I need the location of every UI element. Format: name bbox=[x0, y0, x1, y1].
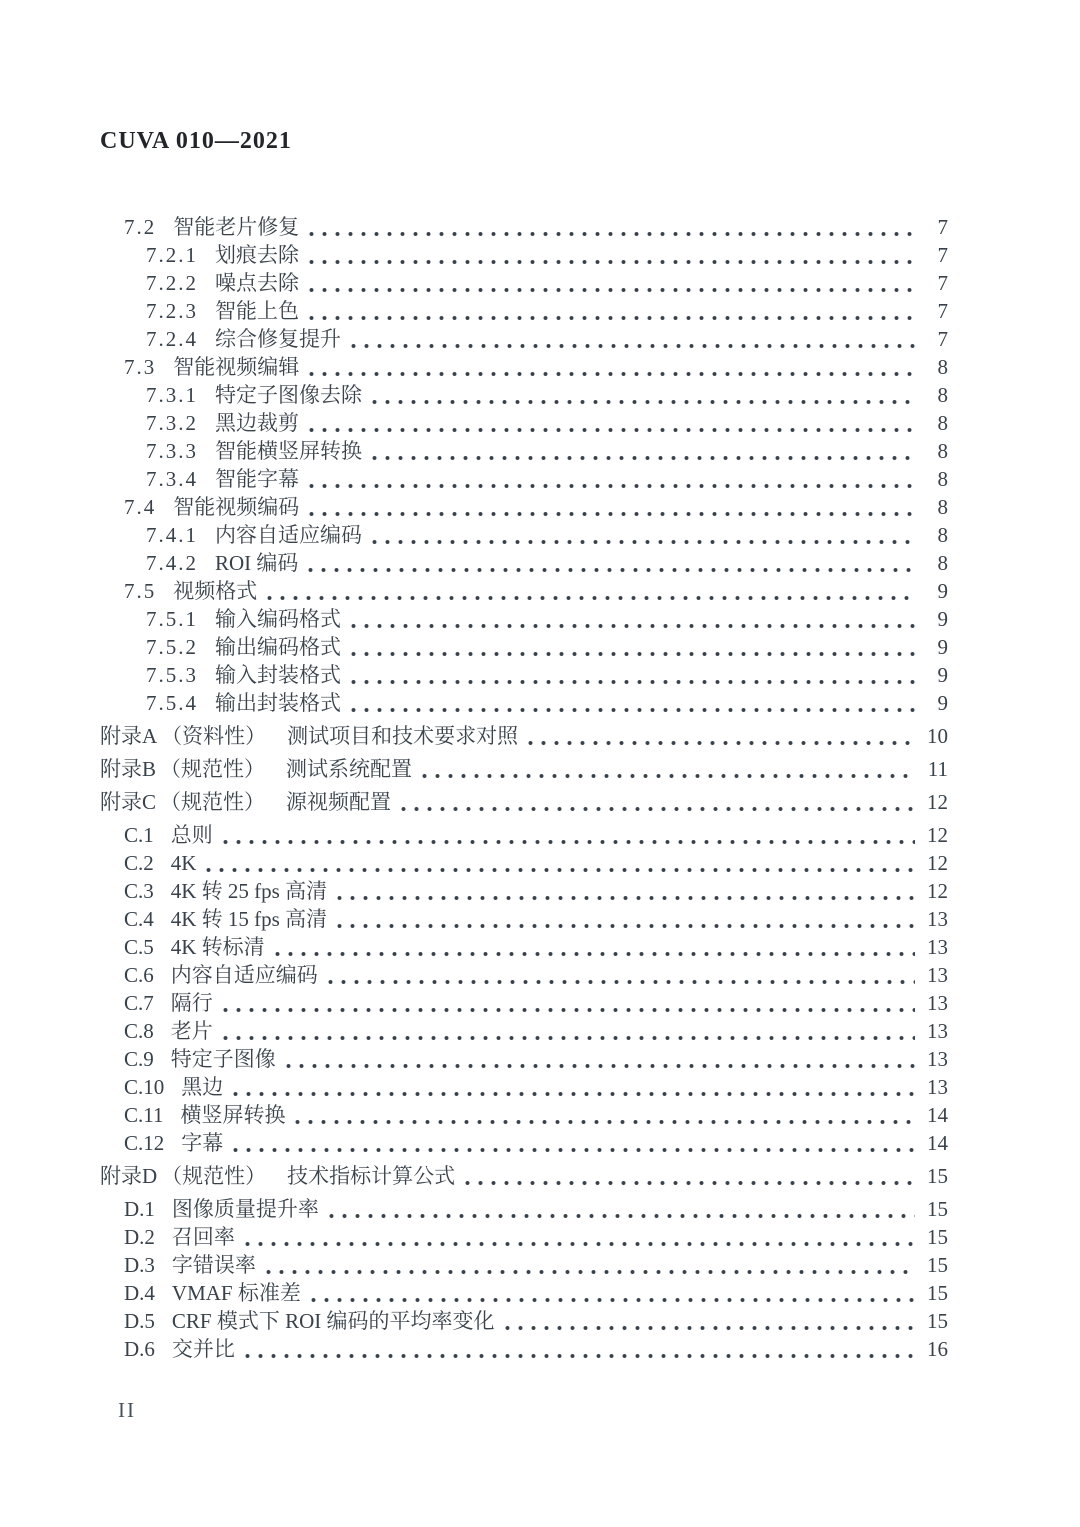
dot-leader bbox=[372, 539, 915, 545]
toc-entry-page: 8 bbox=[937, 439, 948, 463]
toc-entry bbox=[100, 269, 948, 297]
toc-entry-number: C.12 bbox=[124, 1131, 165, 1155]
dot-leader bbox=[309, 483, 915, 489]
toc-entry-number: 7.3 bbox=[124, 355, 157, 379]
toc-entry-page: 8 bbox=[937, 355, 948, 379]
toc-entry-number: 附录B bbox=[100, 757, 157, 781]
toc-entry-number: C.3 bbox=[124, 879, 154, 903]
toc-entry bbox=[100, 1307, 948, 1335]
toc-entry-page: 9 bbox=[937, 607, 948, 631]
toc-entry bbox=[100, 1251, 948, 1279]
toc-entry bbox=[100, 1162, 948, 1190]
toc-entry-page: 11 bbox=[927, 757, 948, 781]
toc-entry-number: 7.2 bbox=[124, 215, 157, 239]
toc-entry-number: C.11 bbox=[124, 1103, 164, 1127]
toc-entry-number: D.3 bbox=[124, 1253, 155, 1277]
toc-entry-title: 视频格式 bbox=[173, 579, 258, 603]
toc-entry-qualifier: （规范性） bbox=[160, 757, 266, 781]
toc-entry-number: 附录D bbox=[100, 1164, 158, 1188]
toc-entry-number: 7.2.4 bbox=[146, 327, 198, 351]
toc-entry-page: 9 bbox=[937, 663, 948, 687]
dot-leader bbox=[223, 1035, 915, 1041]
toc-entry-page: 13 bbox=[927, 1047, 948, 1071]
toc-entry-number: D.1 bbox=[124, 1197, 155, 1221]
toc-entry-page: 8 bbox=[937, 523, 948, 547]
toc-entry bbox=[100, 877, 948, 905]
dot-leader bbox=[372, 455, 915, 461]
dot-leader bbox=[275, 951, 915, 957]
toc-entry-page: 7 bbox=[937, 243, 948, 267]
toc-entry-number: C.5 bbox=[124, 935, 154, 959]
dot-leader bbox=[309, 427, 915, 433]
dot-leader bbox=[528, 740, 915, 746]
toc-entry-qualifier: （资料性） bbox=[161, 724, 267, 748]
dot-leader bbox=[351, 343, 915, 349]
toc-entry bbox=[100, 849, 948, 877]
toc-entry-number: 7.5.3 bbox=[146, 663, 198, 687]
toc-entry-title: 4K bbox=[170, 851, 197, 875]
toc-entry bbox=[100, 961, 948, 989]
toc-entry-title: 图像质量提升率 bbox=[171, 1197, 319, 1221]
toc-entry-page: 15 bbox=[927, 1253, 948, 1277]
dot-leader bbox=[245, 1353, 915, 1359]
toc-entry bbox=[100, 821, 948, 849]
dot-leader bbox=[233, 1091, 915, 1097]
toc-entry-title: 智能横竖屏转换 bbox=[215, 439, 362, 463]
dot-leader bbox=[505, 1325, 915, 1331]
toc-entry bbox=[100, 353, 948, 381]
toc-entry bbox=[100, 1101, 948, 1129]
toc-entry-page: 8 bbox=[937, 495, 948, 519]
toc-entry bbox=[100, 325, 948, 353]
toc-entry-title: 测试项目和技术要求对照 bbox=[287, 724, 519, 748]
toc-entry-title: 智能视频编码 bbox=[173, 495, 300, 519]
toc-entry bbox=[100, 437, 948, 465]
toc-entry bbox=[100, 788, 948, 816]
toc-entry-page: 14 bbox=[927, 1103, 948, 1127]
toc-entry-title: 4K 转 15 fps 高清 bbox=[170, 907, 328, 931]
toc-entry-number: 7.4.1 bbox=[146, 523, 198, 547]
toc-entry-page: 10 bbox=[927, 724, 948, 748]
toc-entry-number: 7.5.4 bbox=[146, 691, 198, 715]
toc-entry bbox=[100, 493, 948, 521]
toc-entry-title: 输出编码格式 bbox=[215, 635, 341, 659]
toc-entry-page: 9 bbox=[937, 635, 948, 659]
toc-entry-number: D.2 bbox=[124, 1225, 155, 1249]
dot-leader bbox=[267, 595, 915, 601]
dot-leader bbox=[309, 371, 915, 377]
toc-entry-title: 噪点去除 bbox=[215, 271, 299, 295]
dot-leader bbox=[328, 979, 915, 985]
toc-entry-title: 内容自适应编码 bbox=[170, 963, 318, 987]
toc-entry-number: C.4 bbox=[124, 907, 154, 931]
toc-entry-title: 综合修复提升 bbox=[215, 327, 341, 351]
toc-entry-page: 7 bbox=[937, 327, 948, 351]
toc-entry bbox=[100, 1223, 948, 1251]
toc-entry-number: C.10 bbox=[124, 1075, 165, 1099]
toc-entry-number: 7.2.3 bbox=[146, 299, 198, 323]
toc-entry bbox=[100, 689, 948, 717]
toc-entry bbox=[100, 633, 948, 661]
toc-entry bbox=[100, 605, 948, 633]
toc-entry-page: 9 bbox=[937, 579, 948, 603]
dot-leader bbox=[329, 1213, 915, 1219]
toc-entry-number: 7.4.2 bbox=[146, 551, 198, 575]
toc-entry bbox=[100, 297, 948, 325]
toc-entry-number: D.6 bbox=[124, 1337, 155, 1361]
toc-entry-number: 7.5.2 bbox=[146, 635, 198, 659]
toc-entry bbox=[100, 241, 948, 269]
dot-leader bbox=[422, 773, 915, 779]
toc-entry-page: 16 bbox=[927, 1337, 948, 1361]
toc-entry-number: C.2 bbox=[124, 851, 154, 875]
toc-entry-number: 7.3.1 bbox=[146, 383, 198, 407]
toc-entry bbox=[100, 661, 948, 689]
toc-entry-title: 总则 bbox=[170, 823, 213, 847]
toc-entry-title: VMAF 标准差 bbox=[171, 1281, 301, 1305]
toc-entry-title: 字错误率 bbox=[171, 1253, 256, 1277]
toc-entry-page: 15 bbox=[927, 1281, 948, 1305]
toc-entry bbox=[100, 1017, 948, 1045]
toc-entry-number: 附录A bbox=[100, 724, 158, 748]
toc-entry-number: 7.2.1 bbox=[146, 243, 198, 267]
toc-entry-page: 7 bbox=[937, 271, 948, 295]
dot-leader bbox=[286, 1063, 915, 1069]
toc-entry-number: 7.3.3 bbox=[146, 439, 198, 463]
toc-entry-title: 划痕去除 bbox=[215, 243, 299, 267]
toc-entry-number: C.7 bbox=[124, 991, 154, 1015]
toc-entry-page: 12 bbox=[927, 851, 948, 875]
toc-entry-qualifier: （规范性） bbox=[160, 790, 266, 814]
toc-entry-page: 15 bbox=[927, 1309, 948, 1333]
dot-leader bbox=[311, 1297, 915, 1303]
toc-entry-title: 智能老片修复 bbox=[173, 215, 300, 239]
toc-entry-title: ROI 编码 bbox=[215, 551, 299, 575]
toc-entry-number: 7.3.2 bbox=[146, 411, 198, 435]
toc-entry-page: 15 bbox=[927, 1225, 948, 1249]
toc-entry-page: 13 bbox=[927, 991, 948, 1015]
toc-entry-page: 8 bbox=[937, 411, 948, 435]
toc-entry-page: 8 bbox=[937, 551, 948, 575]
toc-entry-title: 黑边裁剪 bbox=[215, 411, 299, 435]
toc-entry bbox=[100, 381, 948, 409]
toc-entry-title: 输出封装格式 bbox=[215, 691, 341, 715]
toc-entry-qualifier: （规范性） bbox=[161, 1164, 267, 1188]
toc-entry bbox=[100, 577, 948, 605]
toc-entry-title: 智能字幕 bbox=[215, 467, 299, 491]
toc-entry-number: C.1 bbox=[124, 823, 154, 847]
toc-entry bbox=[100, 1045, 948, 1073]
document-code-header: CUVA 010—2021 bbox=[100, 128, 292, 154]
toc-entry-title: 4K 转 25 fps 高清 bbox=[170, 879, 328, 903]
toc-entry-title: 交并比 bbox=[171, 1337, 235, 1361]
toc-entry-title: 特定子图像去除 bbox=[215, 383, 362, 407]
dot-leader bbox=[295, 1119, 915, 1125]
toc-entry bbox=[100, 722, 948, 750]
toc-entry-title: 横竖屏转换 bbox=[180, 1103, 286, 1127]
dot-leader bbox=[337, 895, 915, 901]
toc-entry bbox=[100, 465, 948, 493]
toc-entry bbox=[100, 1073, 948, 1101]
dot-leader bbox=[351, 707, 915, 713]
toc-entry bbox=[100, 755, 948, 783]
toc-list bbox=[100, 213, 948, 1363]
toc-entry-number: D.5 bbox=[124, 1309, 155, 1333]
toc-entry bbox=[100, 933, 948, 961]
dot-leader bbox=[309, 315, 915, 321]
toc-entry-title: 输入封装格式 bbox=[215, 663, 341, 687]
toc-entry bbox=[100, 409, 948, 437]
toc-entry-page: 7 bbox=[937, 215, 948, 239]
dot-leader bbox=[206, 867, 915, 873]
toc-entry-page: 12 bbox=[927, 823, 948, 847]
toc-entry bbox=[100, 989, 948, 1017]
toc-entry bbox=[100, 1335, 948, 1363]
toc-entry-number: 附录C bbox=[100, 790, 157, 814]
toc-entry-page: 13 bbox=[927, 1019, 948, 1043]
dot-leader bbox=[351, 651, 915, 657]
toc-entry-title: 智能上色 bbox=[215, 299, 299, 323]
toc-entry-title: 召回率 bbox=[171, 1225, 235, 1249]
dot-leader bbox=[223, 839, 915, 845]
toc-entry-page: 13 bbox=[927, 1075, 948, 1099]
dot-leader bbox=[401, 806, 915, 812]
toc-entry-title: 特定子图像 bbox=[170, 1047, 276, 1071]
dot-leader bbox=[309, 287, 915, 293]
toc-entry-page: 13 bbox=[927, 963, 948, 987]
dot-leader bbox=[308, 567, 915, 573]
dot-leader bbox=[266, 1269, 915, 1275]
toc-entry-title: 输入编码格式 bbox=[215, 607, 341, 631]
toc-entry bbox=[100, 213, 948, 241]
toc-entry-page: 12 bbox=[927, 879, 948, 903]
dot-leader bbox=[372, 399, 915, 405]
dot-leader bbox=[337, 923, 915, 929]
toc-entry bbox=[100, 521, 948, 549]
toc-entry-page: 7 bbox=[937, 299, 948, 323]
toc-entry-page: 12 bbox=[927, 790, 948, 814]
toc-entry bbox=[100, 1129, 948, 1157]
toc-entry-page: 15 bbox=[927, 1164, 948, 1188]
toc-entry-page: 8 bbox=[937, 467, 948, 491]
toc-entry-number: C.8 bbox=[124, 1019, 154, 1043]
toc-entry-title: 智能视频编辑 bbox=[173, 355, 300, 379]
toc-entry-number: 7.5.1 bbox=[146, 607, 198, 631]
toc-entry-title: 老片 bbox=[170, 1019, 213, 1043]
toc-entry bbox=[100, 905, 948, 933]
toc-entry-page: 15 bbox=[927, 1197, 948, 1221]
toc-entry-title: 黑边 bbox=[181, 1075, 224, 1099]
dot-leader bbox=[245, 1241, 915, 1247]
toc-entry bbox=[100, 1195, 948, 1223]
toc-entry-page: 9 bbox=[937, 691, 948, 715]
dot-leader bbox=[309, 259, 915, 265]
toc-entry-title: CRF 模式下 ROI 编码的平均率变化 bbox=[171, 1309, 495, 1333]
toc-entry-page: 13 bbox=[927, 935, 948, 959]
toc-entry-number: D.4 bbox=[124, 1281, 155, 1305]
toc-entry-title: 测试系统配置 bbox=[286, 757, 413, 781]
dot-leader bbox=[233, 1147, 915, 1153]
toc-entry-number: 7.3.4 bbox=[146, 467, 198, 491]
toc-entry-number: 7.5 bbox=[124, 579, 157, 603]
toc-entry bbox=[100, 549, 948, 577]
dot-leader bbox=[465, 1180, 915, 1186]
toc-entry-number: 7.2.2 bbox=[146, 271, 198, 295]
dot-leader bbox=[351, 623, 915, 629]
dot-leader bbox=[223, 1007, 915, 1013]
toc-entry-page: 8 bbox=[937, 383, 948, 407]
toc-entry bbox=[100, 1279, 948, 1307]
toc-entry-title: 源视频配置 bbox=[286, 790, 392, 814]
toc-entry-title: 4K 转标清 bbox=[170, 935, 265, 959]
dot-leader bbox=[309, 231, 915, 237]
toc-entry-page: 13 bbox=[927, 907, 948, 931]
page-number-footer: II bbox=[118, 1398, 136, 1422]
toc-entry-number: C.6 bbox=[124, 963, 154, 987]
toc-entry-title: 技术指标计算公式 bbox=[287, 1164, 456, 1188]
dot-leader bbox=[351, 679, 915, 685]
toc-entry-number: 7.4 bbox=[124, 495, 157, 519]
toc-entry-title: 字幕 bbox=[181, 1131, 224, 1155]
toc-entry-title: 隔行 bbox=[170, 991, 213, 1015]
toc-entry-page: 14 bbox=[927, 1131, 948, 1155]
dot-leader bbox=[309, 511, 915, 517]
toc-entry-title: 内容自适应编码 bbox=[215, 523, 362, 547]
toc-entry-number: C.9 bbox=[124, 1047, 154, 1071]
